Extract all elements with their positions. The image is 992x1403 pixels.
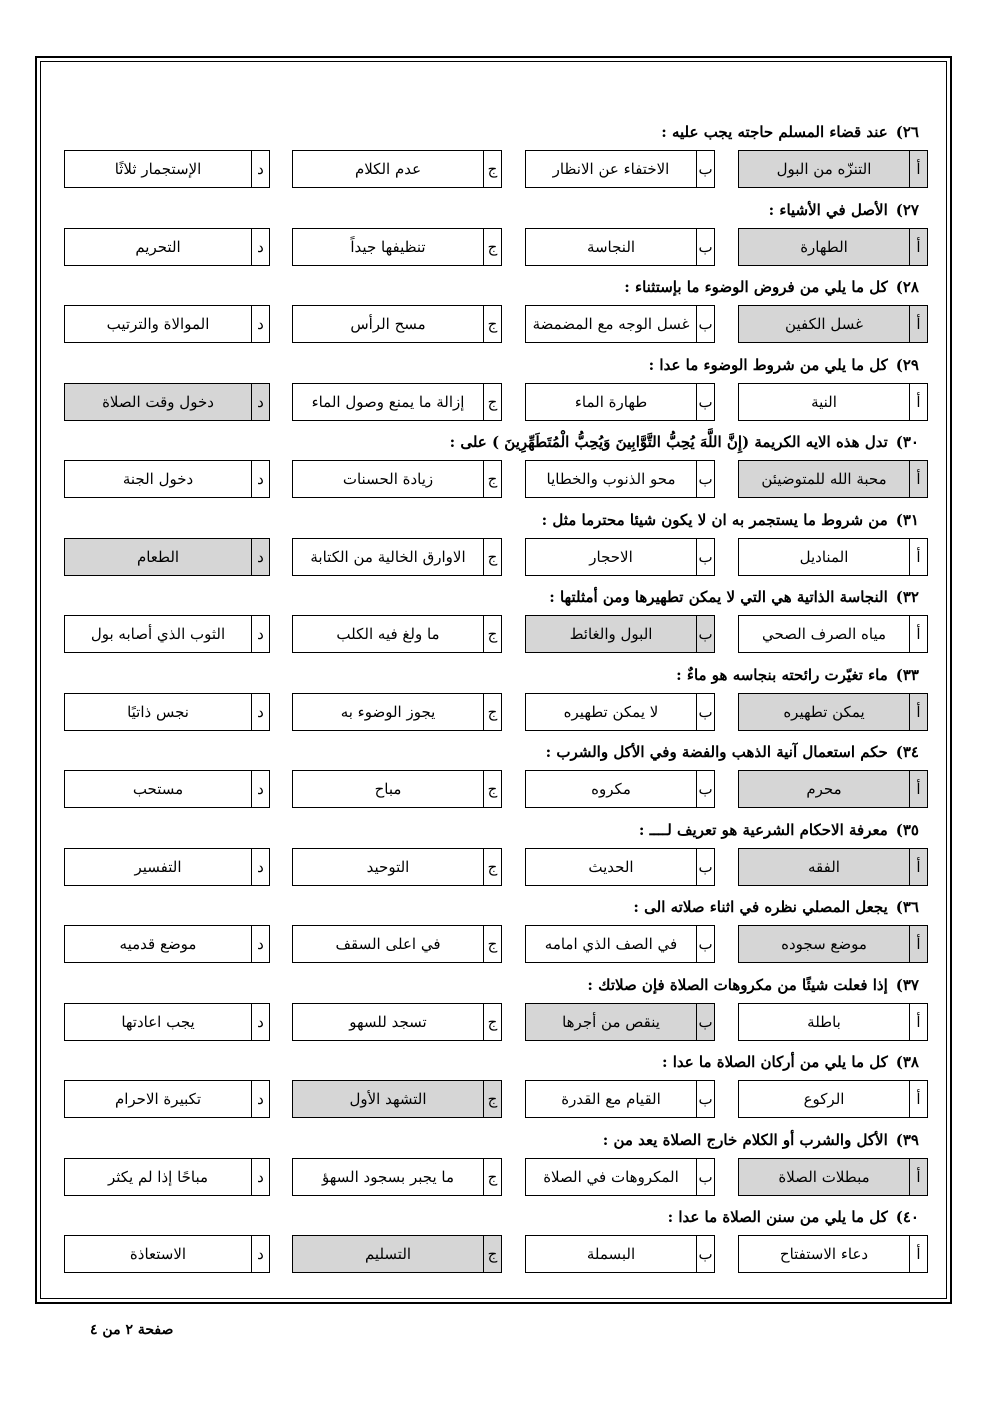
answer-option-letter: د: [251, 1236, 269, 1272]
answer-option-text: الإستجمار ثلاثًا: [114, 160, 202, 178]
answer-option-letter: ب: [696, 539, 714, 575]
answer-option-letter: أ: [909, 151, 927, 187]
answer-option-text: ما ولغ فيه الكلب: [336, 625, 440, 643]
answer-option-text: ينقص من أجرها: [562, 1012, 660, 1031]
answer-option-b[interactable]: [525, 538, 715, 576]
answer-option-letter: ب: [696, 384, 714, 420]
answer-option-c[interactable]: [292, 228, 502, 266]
question-number: ٢٧): [895, 200, 919, 219]
answer-option-text: التوحيد: [366, 857, 410, 876]
answer-option-a[interactable]: [738, 460, 928, 498]
question-title: [64, 663, 919, 687]
answer-option-d[interactable]: [64, 538, 270, 576]
question-block: [64, 585, 919, 663]
answer-option-letter: ب: [696, 1159, 714, 1195]
answer-option-b[interactable]: [525, 1158, 715, 1196]
question-text: الأكل والشرب أو الكلام خارج الصلاة يعد من :: [602, 1130, 888, 1149]
answer-option-d[interactable]: [64, 925, 270, 963]
answer-option-text: مستحب: [132, 780, 184, 798]
answer-option-c[interactable]: [292, 305, 502, 343]
answer-option-c[interactable]: [292, 1003, 502, 1041]
question-text: عند قضاء المسلم حاجته يجب عليه :: [661, 123, 888, 141]
answer-option-b[interactable]: [525, 1235, 715, 1273]
answer-option-letter: ج: [483, 461, 501, 497]
question-block: [64, 1128, 919, 1206]
question-number: ٣٢): [895, 588, 919, 606]
answer-option-letter: ب: [696, 1004, 714, 1040]
answer-option-letter: ب: [696, 849, 714, 885]
answer-option-d[interactable]: [64, 1158, 270, 1196]
answer-option-text: موضع قدميه: [119, 935, 197, 953]
answer-option-b[interactable]: [525, 150, 715, 188]
answer-option-a[interactable]: [738, 305, 928, 343]
answer-option-letter: أ: [909, 306, 927, 342]
answer-option-d[interactable]: [64, 383, 270, 421]
question-number: ٢٩): [895, 355, 919, 374]
answer-option-text: محرم: [806, 780, 842, 798]
question-title: [64, 973, 919, 997]
answer-option-text: المكروهات في الصلاة: [543, 1167, 679, 1186]
answer-option-text: دعاء الاستفتاح: [779, 1245, 869, 1263]
answer-option-c[interactable]: [292, 615, 502, 653]
answer-option-letter: د: [251, 151, 269, 187]
answer-option-text: طهارة الماء: [574, 392, 648, 411]
answer-option-letter: د: [251, 926, 269, 962]
answer-option-text: التنزّه من البول: [776, 160, 872, 178]
answer-option-a[interactable]: [738, 383, 928, 421]
answer-option-text: ما يجبر بسجود السهؤ: [321, 1167, 455, 1186]
answer-option-letter: د: [251, 1081, 269, 1117]
question-block: [64, 1050, 919, 1128]
answer-option-text: مبطلات الصلاة: [778, 1167, 870, 1186]
question-text: من شروط ما يستجمر به ان لا يكون شيئا محترما مثل :: [541, 510, 888, 529]
answer-option-text: دخول وقت الصلاة: [102, 392, 214, 411]
answer-option-letter: ج: [483, 1236, 501, 1272]
question-title: [64, 1050, 919, 1074]
answer-option-text: النية: [811, 392, 837, 411]
question-block: [64, 973, 919, 1051]
answer-option-letter: د: [251, 229, 269, 265]
question-number: ٣١): [895, 510, 919, 529]
answer-option-letter: ج: [483, 151, 501, 187]
answer-option-letter: أ: [909, 229, 927, 265]
question-text: ماء تغيّرت رائحته بنجاسه هو ماءٌ :: [676, 665, 888, 684]
page-footer: صفحة ٢ من ٤: [90, 1322, 174, 1338]
answer-option-c[interactable]: [292, 925, 502, 963]
answer-option-letter: د: [251, 539, 269, 575]
answer-option-letter: أ: [909, 694, 927, 730]
answer-option-text: الركوع: [803, 1090, 845, 1108]
answer-option-a[interactable]: [738, 1158, 928, 1196]
answer-option-letter: ب: [696, 771, 714, 807]
question-text: النجاسة الذاتية هي التي لا يمكن تطهيرها ومن أمثلتها :: [549, 588, 888, 606]
answer-option-text: في الصف الذي امامه: [544, 935, 678, 953]
question-text: كل ما يلي من فروض الوضوء ما بإستثناء :: [624, 278, 888, 296]
answer-option-letter: د: [251, 306, 269, 342]
answer-option-d[interactable]: [64, 770, 270, 808]
answer-option-text: التحريم: [135, 237, 181, 256]
answer-option-b[interactable]: [525, 770, 715, 808]
answer-option-letter: ج: [483, 1159, 501, 1195]
answer-option-text: نجس ذاتيًا: [127, 702, 189, 721]
answer-option-b[interactable]: [525, 848, 715, 886]
answer-option-a[interactable]: [738, 150, 928, 188]
answer-option-d[interactable]: [64, 693, 270, 731]
answer-option-a[interactable]: [738, 1235, 928, 1273]
answer-option-text: القيام مع القدرة: [561, 1090, 661, 1108]
answer-option-a[interactable]: [738, 848, 928, 886]
answer-option-text: المناديل: [799, 547, 849, 566]
question-text: حكم استعمال آنية الذهب والفضة وفي الأكل والشرب :: [545, 743, 888, 761]
answer-option-letter: ج: [483, 849, 501, 885]
answer-option-text: مباحًا إذا لم يكثر: [107, 1167, 209, 1186]
answer-option-letter: ج: [483, 539, 501, 575]
answer-option-text: النجاسة: [586, 237, 636, 256]
answer-option-text: التسليم: [364, 1245, 412, 1263]
answer-option-c[interactable]: [292, 538, 502, 576]
answer-option-d[interactable]: [64, 615, 270, 653]
answer-option-a[interactable]: [738, 228, 928, 266]
question-block: [64, 120, 919, 198]
answer-option-text: غسل الوجه مع المضمضة: [532, 315, 690, 333]
question-block: [64, 275, 919, 353]
answer-option-text: الاستعاذة: [129, 1245, 187, 1263]
question-block: [64, 740, 919, 818]
answer-option-d[interactable]: [64, 460, 270, 498]
answer-option-a[interactable]: [738, 538, 928, 576]
question-number: ٢٦): [895, 123, 919, 141]
answer-option-text: باطلة: [807, 1012, 841, 1031]
question-title: [64, 740, 919, 764]
question-block: [64, 663, 919, 741]
answer-option-text: البسملة: [586, 1245, 636, 1263]
answer-option-letter: أ: [909, 384, 927, 420]
answer-option-text: زيادة الحسنات: [342, 470, 434, 488]
answer-option-text: تكبيرة الاحرام: [114, 1090, 202, 1108]
answer-option-c[interactable]: [292, 150, 502, 188]
question-title: [64, 353, 919, 377]
question-block: [64, 430, 919, 508]
answer-option-text: مياه الصرف الصحي: [761, 625, 887, 643]
question-number: ٣٦): [895, 898, 919, 916]
question-title: [64, 1205, 919, 1229]
answer-option-letter: أ: [909, 1236, 927, 1272]
answer-option-letter: ب: [696, 151, 714, 187]
answer-option-letter: ب: [696, 306, 714, 342]
question-number: ٣٤): [895, 743, 919, 761]
answer-option-letter: ب: [696, 694, 714, 730]
answer-option-letter: ب: [696, 926, 714, 962]
question-block: [64, 895, 919, 973]
answer-option-d[interactable]: [64, 1080, 270, 1118]
answer-option-text: لا يمكن تطهيره: [563, 702, 659, 721]
answer-option-c[interactable]: [292, 693, 502, 731]
question-text: كل ما يلي من سنن الصلاة ما عدا :: [667, 1208, 888, 1226]
answer-option-letter: ب: [696, 461, 714, 497]
answer-option-letter: د: [251, 694, 269, 730]
answer-option-letter: ج: [483, 306, 501, 342]
answer-option-text: الطهارة: [800, 237, 848, 256]
answer-option-text: الاختفاء عن الانظار: [552, 160, 670, 178]
question-number: ٣٩): [895, 1130, 919, 1149]
question-number: ٢٨): [895, 278, 919, 296]
answer-option-letter: أ: [909, 1004, 927, 1040]
question-block: [64, 508, 919, 586]
answer-option-letter: د: [251, 771, 269, 807]
answer-option-letter: د: [251, 384, 269, 420]
answer-option-text: مكروه: [591, 780, 631, 798]
answer-option-text: يجب اعادتها: [121, 1012, 195, 1031]
answer-option-c[interactable]: [292, 848, 502, 886]
question-title: [64, 198, 919, 222]
question-block: [64, 353, 919, 431]
answer-option-b[interactable]: [525, 925, 715, 963]
answer-option-b[interactable]: [525, 460, 715, 498]
question-block: [64, 1205, 919, 1283]
answer-option-c[interactable]: [292, 1080, 502, 1118]
question-title: [64, 585, 919, 609]
question-text: يجعل المصلي نظره في اثناء صلاته الى :: [633, 898, 888, 916]
question-text: الأصل في الأشياء :: [768, 200, 888, 219]
answer-option-text: دخول الجنة: [122, 470, 194, 488]
question-title: [64, 1128, 919, 1152]
question-number: ٣٧): [895, 975, 919, 994]
answer-option-d[interactable]: [64, 848, 270, 886]
answer-option-letter: د: [251, 1004, 269, 1040]
answer-option-text: الاوارق الخالية من الكتابة: [310, 547, 466, 566]
question-title: [64, 895, 919, 919]
answer-option-text: الاحجار: [589, 547, 633, 566]
answer-option-letter: ج: [483, 616, 501, 652]
answer-option-letter: د: [251, 461, 269, 497]
answer-option-letter: ب: [696, 1081, 714, 1117]
answer-option-text: عدم الكلام: [354, 160, 422, 178]
question-number: ٣٥): [895, 820, 919, 839]
answer-option-d[interactable]: [64, 1235, 270, 1273]
answer-option-letter: أ: [909, 1159, 927, 1195]
answer-option-text: مباح: [374, 780, 402, 798]
answer-option-letter: د: [251, 616, 269, 652]
answer-option-a[interactable]: [738, 1080, 928, 1118]
question-number: ٣٣): [895, 665, 919, 684]
question-text: إذا فعلت شيئًا من مكروهات الصلاة فإن صلاتك :: [587, 975, 888, 994]
answer-option-letter: أ: [909, 616, 927, 652]
answer-option-text: غسل الكفين: [785, 315, 863, 333]
answer-option-c[interactable]: [292, 1158, 502, 1196]
answer-option-text: يمكن تطهيره: [783, 702, 865, 721]
answer-option-text: محو الذنوب والخطايا: [546, 470, 676, 488]
answer-option-a[interactable]: [738, 615, 928, 653]
answer-option-c[interactable]: [292, 383, 502, 421]
question-title: [64, 818, 919, 842]
answer-option-text: محبة الله للمتوضيئن: [761, 470, 887, 488]
answer-option-letter: ج: [483, 229, 501, 265]
answer-option-text: تنظيفها جيداً: [350, 237, 426, 256]
question-title: [64, 275, 919, 299]
answer-option-text: الثوب الذي أصابه بول: [90, 625, 226, 643]
answer-option-a[interactable]: [738, 1003, 928, 1041]
question-text: كل ما يلي من شروط الوضوء ما عدا :: [648, 355, 888, 374]
answer-option-letter: ج: [483, 384, 501, 420]
answer-option-letter: أ: [909, 539, 927, 575]
answer-option-c[interactable]: [292, 1235, 502, 1273]
answer-option-text: تسجد للسهو: [349, 1012, 427, 1031]
question-title: [64, 430, 919, 454]
answer-option-letter: ب: [696, 616, 714, 652]
answer-option-letter: د: [251, 849, 269, 885]
question-text: تدل هذه الايه الكريمة (إِنَّ اللَّهَ يُحِبُّ التَّوَّابِينَ وَيُحِبُّ الْمُتَطَهِّرِينَ ) على :: [449, 433, 888, 451]
answer-option-c[interactable]: [292, 770, 502, 808]
answer-option-letter: ج: [483, 771, 501, 807]
answer-option-letter: أ: [909, 461, 927, 497]
answer-option-text: يجوز الوضوء به: [340, 702, 436, 721]
answer-option-d[interactable]: [64, 150, 270, 188]
answer-option-text: الطعام: [136, 547, 180, 566]
answer-option-text: التفسير: [134, 857, 182, 876]
answer-option-text: في اعلى السقف: [335, 935, 441, 953]
answer-option-b[interactable]: [525, 1080, 715, 1118]
answer-option-b[interactable]: [525, 693, 715, 731]
question-title: [64, 508, 919, 532]
answer-option-c[interactable]: [292, 460, 502, 498]
answer-option-text: الموالاة والترتيب: [106, 315, 210, 333]
question-text: كل ما يلي من أركان الصلاة ما عدا :: [661, 1053, 888, 1071]
answer-option-a[interactable]: [738, 693, 928, 731]
answer-option-letter: ب: [696, 1236, 714, 1272]
answer-option-letter: ج: [483, 694, 501, 730]
question-number: ٣٠): [895, 433, 919, 451]
answer-option-text: الفقه: [808, 857, 840, 876]
question-title: [64, 120, 919, 144]
question-number: ٣٨): [895, 1053, 919, 1071]
question-number: ٤٠): [895, 1208, 919, 1226]
answer-option-letter: أ: [909, 1081, 927, 1117]
answer-option-d[interactable]: [64, 305, 270, 343]
answer-option-letter: ج: [483, 926, 501, 962]
question-block: [64, 818, 919, 896]
answer-option-b[interactable]: [525, 228, 715, 266]
answer-option-a[interactable]: [738, 770, 928, 808]
answer-option-text: التشهد الأول: [349, 1090, 427, 1108]
answer-option-letter: ج: [483, 1081, 501, 1117]
answer-option-text: البول والغائط: [569, 625, 653, 643]
answer-option-text: موضع سجوده: [781, 935, 867, 953]
answer-option-letter: ج: [483, 1004, 501, 1040]
answer-option-d[interactable]: [64, 228, 270, 266]
answer-option-b[interactable]: [525, 383, 715, 421]
answer-option-d[interactable]: [64, 1003, 270, 1041]
answer-option-letter: د: [251, 1159, 269, 1195]
answer-option-text: إزالة ما يمنع وصول الماء: [311, 392, 465, 411]
answer-option-letter: أ: [909, 849, 927, 885]
answer-option-text: مسح الرأس: [350, 315, 426, 333]
answer-option-b[interactable]: [525, 615, 715, 653]
answer-option-letter: أ: [909, 771, 927, 807]
answer-option-letter: ب: [696, 229, 714, 265]
question-block: [64, 198, 919, 276]
answer-option-b[interactable]: [525, 305, 715, 343]
answer-option-letter: أ: [909, 926, 927, 962]
answer-option-text: الحديث: [588, 857, 634, 876]
answer-option-a[interactable]: [738, 925, 928, 963]
answer-option-b[interactable]: [525, 1003, 715, 1041]
question-text: معرفة الاحكام الشرعية هو تعريف لــــ :: [638, 820, 888, 839]
